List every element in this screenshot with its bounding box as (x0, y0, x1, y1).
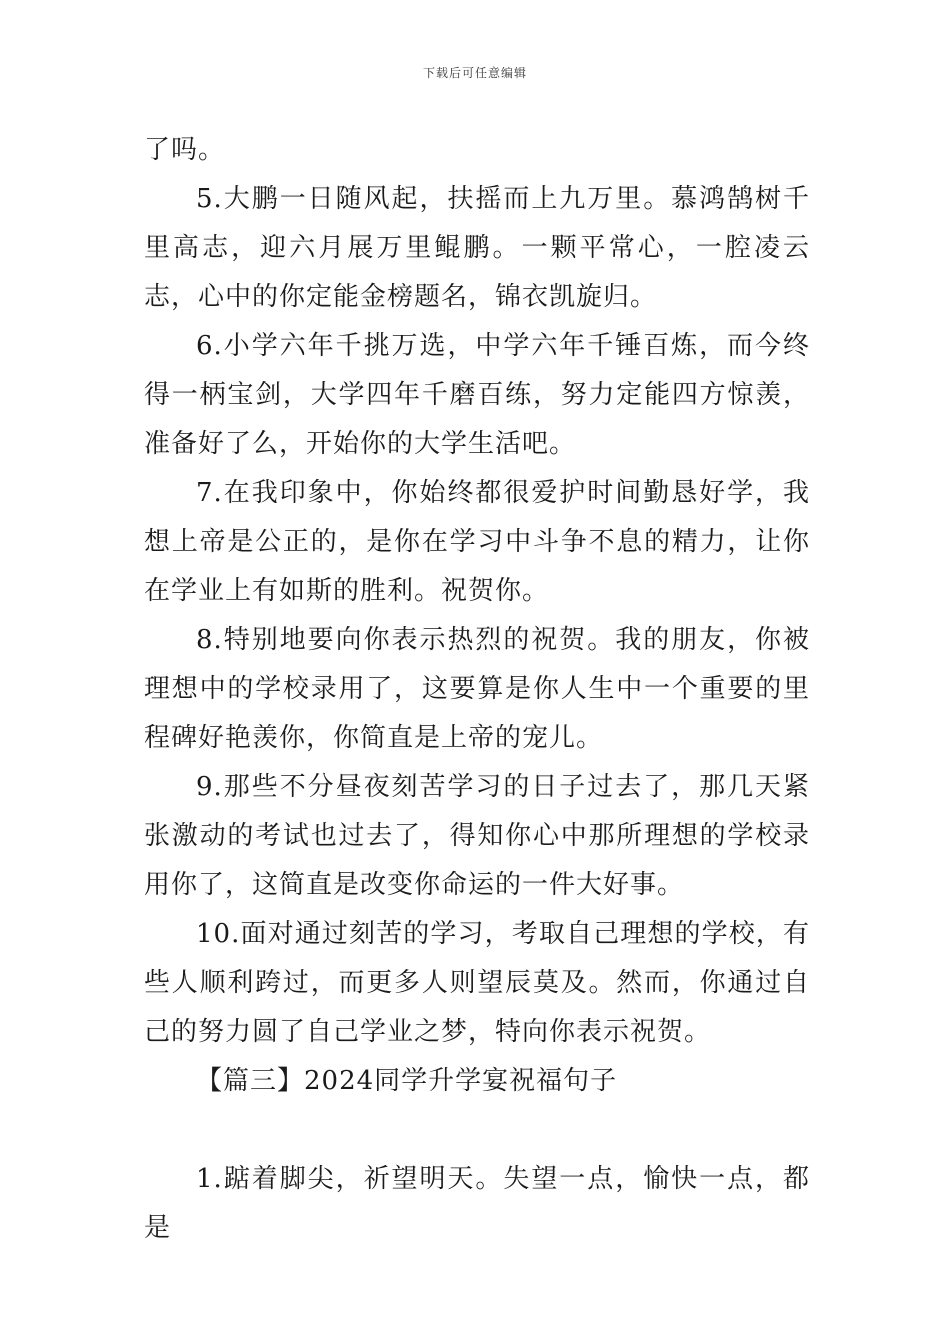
paragraph-10: 10.面对通过刻苦的学习，考取自己理想的学校，有些人顺利跨过，而更多人则望辰莫及。然而，你通过自己的努力圆了自己学业之梦，特向你表示祝贺。 (144, 919, 810, 1047)
blank-line (144, 1106, 810, 1155)
paragraph-6: 6.小学六年千挑万选，中学六年千锤百炼，而今终得一柄宝剑，大学四年千磨百练，努力定能四方惊羡，准备好了么，开始你的大学生活吧。 (144, 331, 810, 459)
paragraph-1: 1.踮着脚尖，祈望明天。失望一点，愉快一点，都是 (144, 1164, 810, 1243)
paragraph-9: 9.那些不分昼夜刻苦学习的日子过去了，那几天紧张激动的考试也过去了，得知你心中那所理想的学校录用你了，这简直是改变你命运的一件大好事。 (144, 772, 810, 900)
header-note: 下载后可任意编辑 (422, 66, 527, 80)
paragraph-5: 5.大鹏一日随风起，扶摇而上九万里。慕鸿鹄树千里高志，迎六月展万里鲲鹏。一颗平常心，一腔凌云志，心中的你定能金榜题名，锦衣凯旋归。 (144, 184, 810, 312)
document-body (144, 126, 810, 1253)
paragraph-continuation: 了吗。 (144, 135, 226, 165)
paragraph-8: 8.特别地要向你表示热烈的祝贺。我的朋友，你被理想中的学校录用了，这要算是你人生中一个重要的里程碑好艳羡你，你简直是上帝的宠儿。 (144, 625, 810, 753)
section-heading: 【篇三】2024同学升学宴祝福句子 (196, 1066, 618, 1096)
paragraph-7: 7.在我印象中，你始终都很爱护时间勤恳好学，我想上帝是公正的，是你在学习中斗争不息的精力，让你在学业上有如斯的胜利。祝贺你。 (144, 478, 810, 606)
